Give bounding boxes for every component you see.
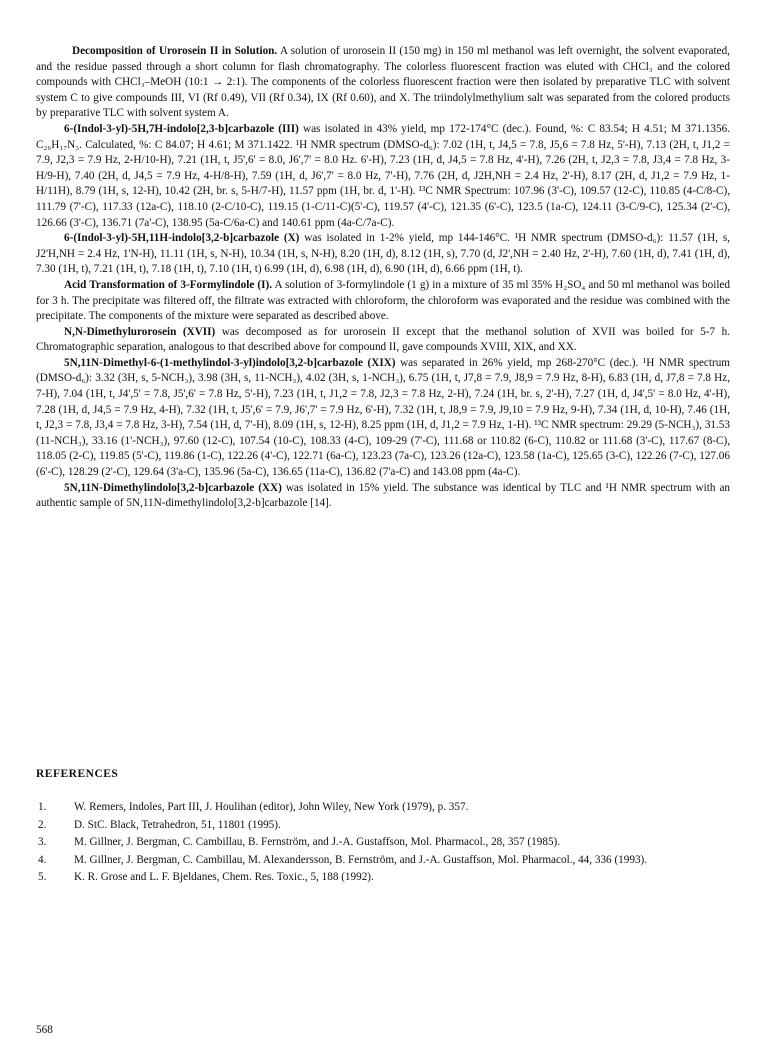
- paragraph-body: A solution of 3-formylindole (1 g) in a mixture of 35 ml 35% H₂SO₄ and 50 ml methanol was boiled for 3 h. The precipitate was filtered off, the filtrate was extracted with chloroform, the chloroform was evaporated and the residue was combined with the precipitate. The components of the mixture were separated as described above.: [36, 278, 730, 323]
- paragraph-heading: N,N-Dimethylurorosein (XVII): [64, 325, 216, 338]
- experimental-section: [36, 44, 730, 512]
- paragraph-heading: Acid Transformation of 3-Formylindole (I).: [64, 278, 273, 291]
- reference-text: W. Remers, Indoles, Part III, J. Houlihan (editor), John Wiley, New York (1979), p. 357.: [74, 801, 469, 813]
- paragraph-heading: 5N,11N-Dimethylindolo[3,2-b]carbazole (XX): [64, 481, 282, 494]
- paragraph-body: was isolated in 1-2% yield, mp 144-146°C. ¹H NMR spectrum (DMSO-d₆): 11.57 (1H, s, J2'H,NH = 2.4 Hz, 1'N-H), 11.11 (1H, s, N-H), 10.34 (1H, s, N-H), 8.20 (1H, d), 8.12 (1H, s), 7.70 (d, J2',NH = 2.40 Hz, 2'-H), 7.60 (1H, d), 7.41 (1H, d), 7.30 (1H, t), 7.21 (1H, t), 7.18 (1H, t), 7.10 (1H, t) 6.99 (1H, d), 6.98 (1H, d), 6.90 (1H, d), 6.66 ppm (1H, t).: [36, 232, 730, 276]
- paragraph-body: was separated in 26% yield, mp 268-270°C (dec.). ¹H NMR spectrum (DMSO-d₆): 3.32 (3H, s, 5-NCH₃), 3.98 (3H, s, 11-NCH₃), 4.02 (3H, s, 1-NCH₃), 6.75 (1H, t, J7,8 = 7.9, J8,9 = 7.9 Hz, 8-H), 6.83 (1H, d, J7,8 = 7.8 Hz, 7-H), 7.04 (1H, t, J4',5' = 7.8, J5',6' = 7.8 Hz, 5'-H), 7.23 (1H, t, J1,2 = 7.8, J2,3 = 7.8 Hz, 2-H), 7.24 (1H, br. s, 2'-H), 7.27 (1H, d, J4',5' = 8.0 Hz, 4'-H), 7.28 (1H, d, J4,5 = 7.9 Hz, 4-H), 7.32 (1H, t, J5',6' = 7.9, J6',7' = 7.9 Hz, 6'-H), 7.32 (1H, t, J8,9 = 7.9, J9,10 = 7.9 Hz, 9-H), 7.34 (1H, d, 10-H), 7.46 (1H, t, J2,3 = 7.8, J3,4 = 7.8 Hz, 3-H), 7.54 (1H, d, 7'-H), 8.09 (1H, s, 12-H), 8.25 ppm (1H, d, J1,2 = 7.9 Hz, 1-H). ¹³C NMR spectrum: 29.29 (5-NCH₃), 31.53 (11-NCH₃), 33.16 (1'-NCH₃), 97.60 (12-C), 107.54 (10-C), 108.33 (4-C), 109-29 (7'-C), 111.68 or 110.82 (6-C), 110.82 or 111.68 (3'-C), 117.67 (8-C), 118.05 (2-C), 119.85 (5'-C), 119.86 (1-C), 122.26 (4'-C), 122.71 (6a-C), 123.23 (7a-C), 123.26 (12a-C), 123.58 (1a-C), 125.65 (3-C), 122.26 (7-C), 127.06 (6'-C), 128.29 (2'-C), 129.64 (3'a-C), 135.96 (5a-C), 136.65 (11a-C), 136.82 (7'a-C) and 143.08 ppm (4a-C).: [36, 356, 731, 479]
- reference-number: 1.: [38, 801, 47, 813]
- reference-item: [36, 835, 730, 851]
- reference-number: 2.: [38, 818, 47, 831]
- reference-text: M. Gillner, J. Bergman, C. Cambillau, M. Alexandersson, B. Fernström, and J.-A. Gustaffson, Mol. Pharmacol., 44, 336 (1993).: [74, 853, 648, 866]
- reference-item: [36, 800, 730, 816]
- references-list: [36, 800, 730, 888]
- paragraph-body: was isolated in 43% yield, mp 172-174°C (dec.). Found, %: C 83.54; H 4.51; M 371.1356. C₂₆H₁₇N₃. Calculated, %: C 84.07; H 4.61; M 371.1422. ¹H NMR spectrum (DMSO-d₆): 7.02 (1H, t, J4,5 = 7.8, J5,6 = 7.8 Hz, 5'-H), 7.13 (2H, t, J1,2 = 7.9, J2,3 = 7.9 Hz, 2-H/10-H), 7.21 (1H, t, J5',6' = 8.0, J6',7' = 8.0 Hz. 6'-H), 7.23 (1H, d, J4,5 = 7.8 Hz, 4'-H), 7.26 (2H, t, J2,3 = 7.8, J3,4 = 7.8 Hz, 3-H/9-H), 7.40 (2H, d, J4,5 = 7.9 Hz, 4-H/8-H), 7.59 (1H, d, J6',7' = 8.0 Hz, 7'-H), 7.76 (2H, d, J2H,NH = 2.4 Hz, 2'-H), 8.17 (2H, d, J1,2 = 7.9 Hz, 1-H/11H), 8.79 (1H, s, 12-H), 10.42 (2H, br. s, 5-H/7-H), 11.57 ppm (1H, br. d, 1'-H). ¹³C NMR Spectrum: 107.96 (3'-C), 109.57 (12-C), 110.85 (4-C/8-C), 111.79 (7'-C), 117.33 (12a-C), 118.10 (2-C/10-C), 119.15 (1-C/11-C)(5'-C), 119.57 (4'-C), 121.35 (6'-C), 123.5 (1a-C), 124.11 (3-C/9-C), 125.34 (2'-C), 126.66 (3'-C), 136.71 (7a'-C), 138.95 (5a-C/6a-C) and 140.61 ppm (4a-C/7a-C).: [36, 122, 730, 229]
- paragraph-acid-transformation: [36, 278, 730, 325]
- page-number: 568: [36, 1024, 53, 1036]
- reference-text: D. StC. Black, Tetrahedron, 51, 11801 (1995).: [74, 818, 281, 831]
- reference-item: [36, 818, 730, 834]
- reference-number: 5.: [38, 871, 47, 884]
- reference-number: 4.: [38, 853, 47, 866]
- reference-number: 3.: [38, 836, 47, 849]
- paragraph-decomposition: [36, 44, 730, 122]
- reference-item: [36, 853, 730, 869]
- paragraph-compound-iii: [36, 122, 730, 231]
- paragraph-body: A solution of urorosein II (150 mg) in 150 ml methanol was left overnight, the solvent evaporated, and the residue passed through a short column for flash chromatography. The colorless fluorescent fraction was eluted with CHCl₃ and the colored compounds with CHCl₃–MeOH (10:1 → 2:1). The components of the colorless fluorescent fraction were then isolated by preparative TLC with solvent system C to give compounds III, VI (Rf 0.49), VII (Rf 0.34), IX (Rf 0.60), and X. The triindolylmethylium salt was separated from the colored products by preparative TLC with solvent system A.: [36, 45, 730, 120]
- paragraph-heading: 6-(Indol-3-yl)-5H,7H-indolo[2,3-b]carbazole (III): [64, 122, 299, 135]
- references-heading: REFERENCES: [36, 768, 119, 780]
- paragraph-compound-xx: [36, 481, 730, 512]
- paragraph-compound-xix: [36, 356, 730, 481]
- reference-text: K. R. Grose and L. F. Bjeldanes, Chem. Res. Toxic., 5, 188 (1992).: [74, 871, 374, 884]
- paragraph-heading: 5N,11N-Dimethyl-6-(1-methylindol-3-yl)indolo[3,2-b]carbazole (XIX): [64, 356, 396, 369]
- paragraph-compound-xvii: [36, 325, 730, 356]
- paragraph-compound-x: [36, 231, 730, 278]
- paragraph-body: was decomposed as for urorosein II except that the methanol solution of XVII was boiled for 5-7 h. Chromatographic separation, analogous to that described above for compound II, gave compounds XVIII, XIX, and XX.: [36, 325, 730, 354]
- reference-text: M. Gillner, J. Bergman, C. Cambillau, B. Fernström, and J.-A. Gustaffson, Mol. Pharmacol., 28, 357 (1985).: [74, 836, 561, 849]
- paragraph-heading: 6-(Indol-3-yl)-5H,11H-indolo[3,2-b]carbazole (X): [64, 232, 300, 245]
- reference-item: [36, 870, 730, 886]
- paragraph-body: was isolated in 15% yield. The substance was identical by TLC and ¹H NMR spectrum with an authentic sample of 5N,11N-dimethylindolo[3,2-b]carbazole [14].: [36, 481, 730, 510]
- paragraph-heading: Decomposition of Urorosein II in Solution.: [72, 45, 278, 57]
